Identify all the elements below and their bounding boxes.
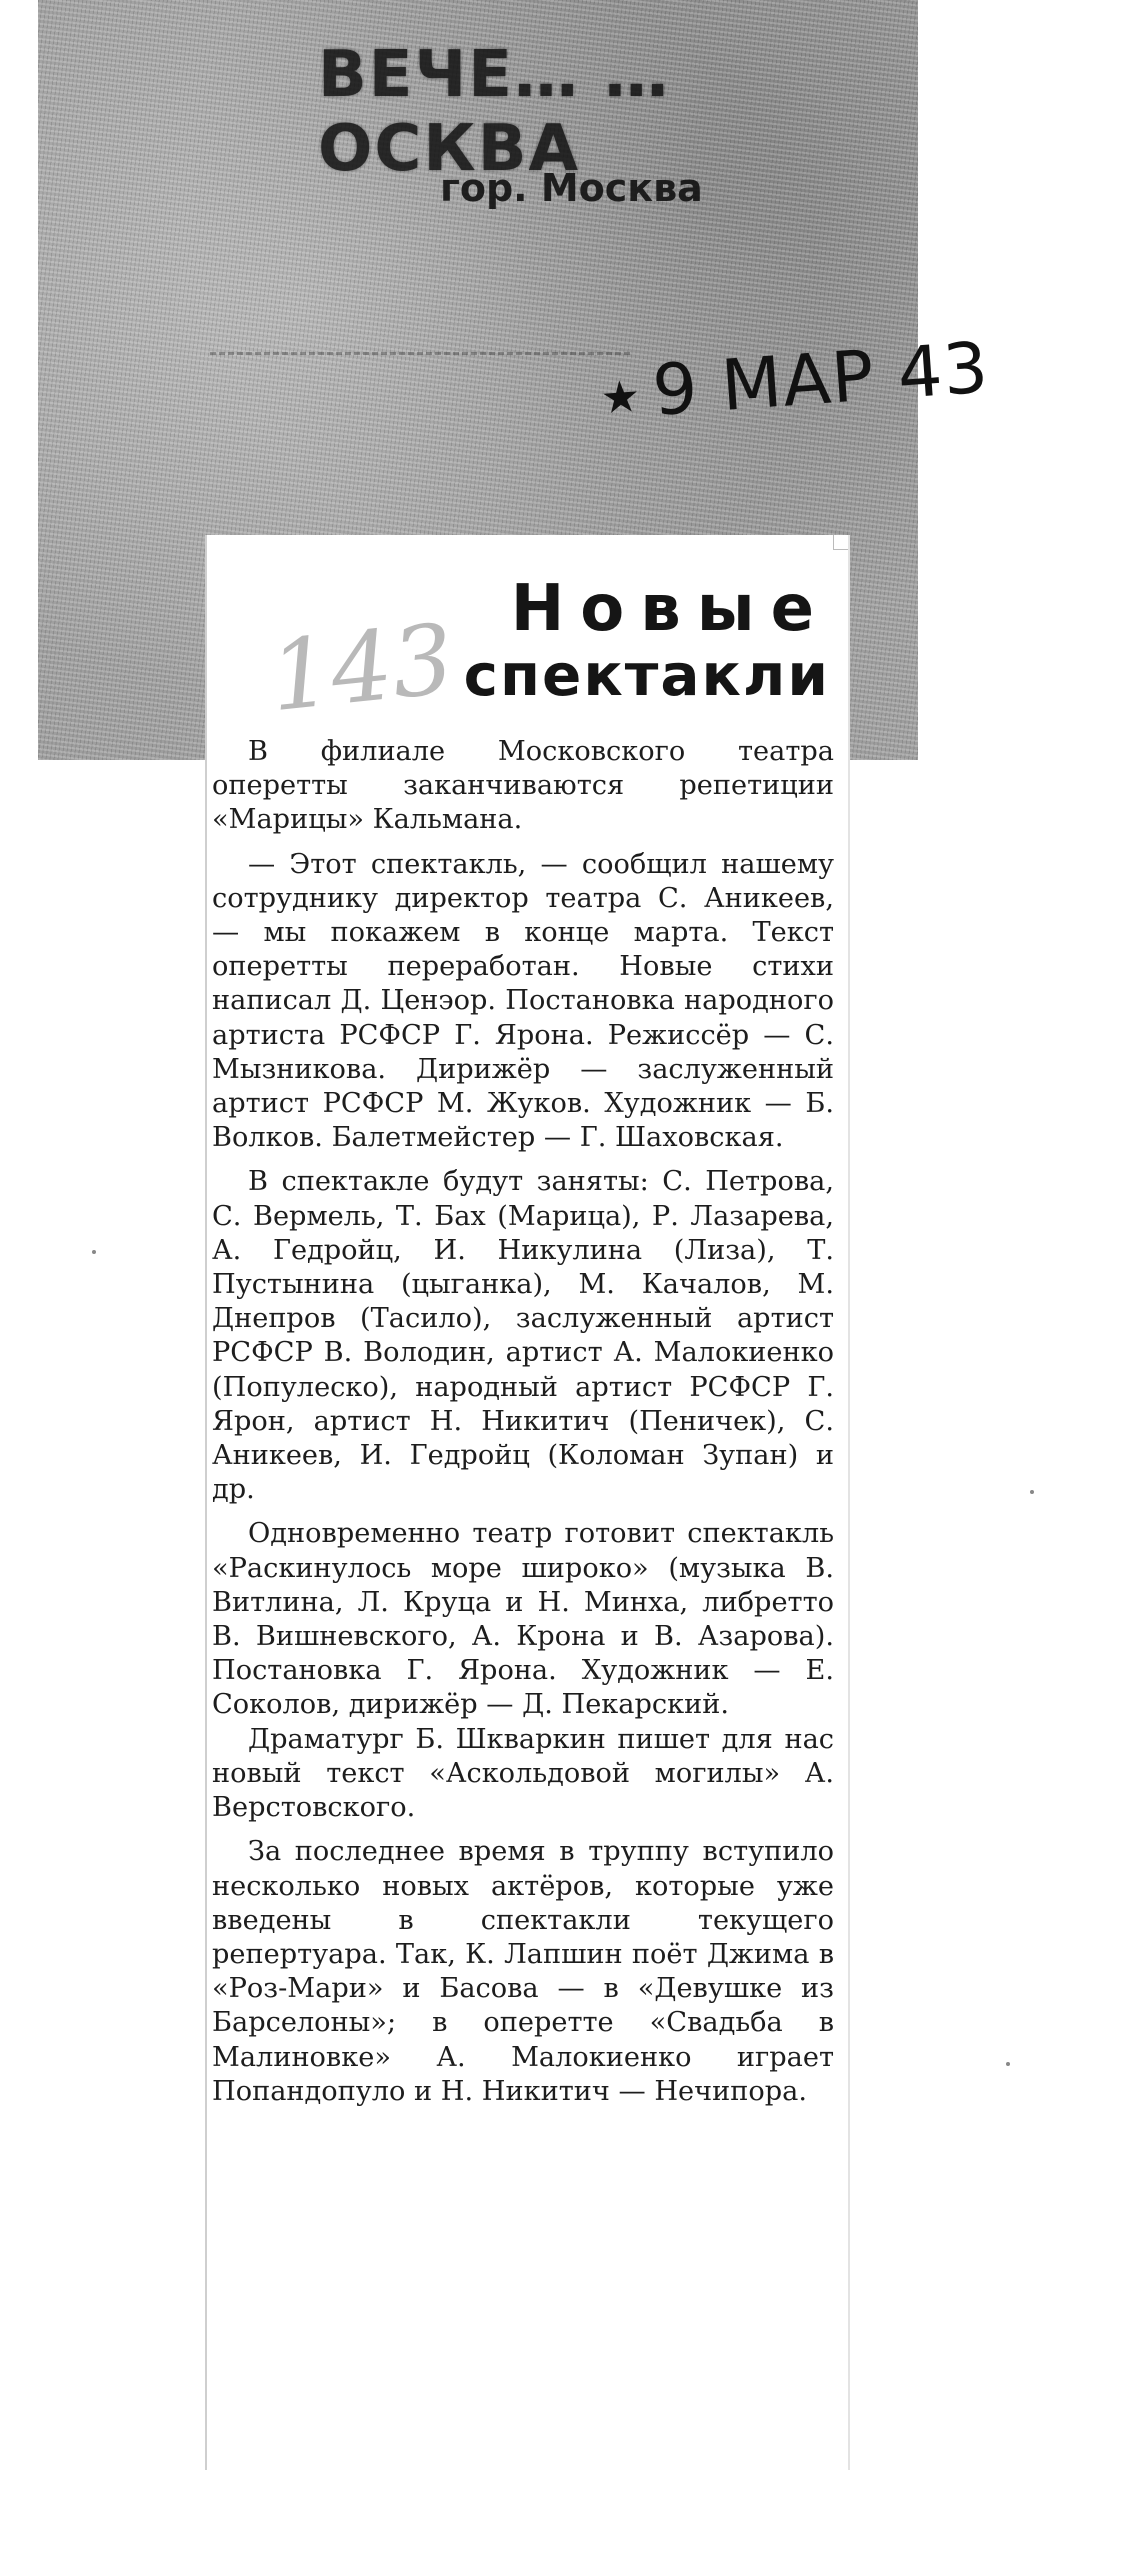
article-title-line1: Новые [510, 572, 830, 646]
star-icon: ★ [599, 371, 643, 425]
article-title [270, 572, 830, 710]
scan-speck [92, 1250, 96, 1254]
city-label: гор. Москва [440, 166, 703, 210]
article-title-line2: спектакли [463, 641, 830, 710]
newspaper-masthead: ВЕЧЕ… …ОСКВА [318, 38, 671, 186]
article-paragraph: В филиале Московского театра оперетты заканчиваются репетиции «Марицы» Кальмана. [212, 736, 834, 836]
article-paragraph: В спектакле будут заняты: С. Петрова, С. Вермель, Т. Бах (Марица), Р. Лазарева, А. Гедройц, И. Никулина (Лиза), Т. Пустынина (цыганка), М. Качалов, М. Днепров (Тасило), заслуженный артист РСФСР В. Володин, артист А. Малокиенко (Популеско), народный артист РСФСР Г. Ярон, артист Н. Никитич (Пеничек), С. Аникеев, И. Гедройц (Коломан Зупан) и др. [212, 1166, 834, 1506]
date-stamp-text: 9 МАР 43 [649, 326, 992, 432]
handwritten-number: 143 [264, 602, 459, 734]
scan-speck [1030, 1490, 1034, 1494]
clipping-corner [833, 535, 848, 550]
faint-stamp-line [210, 322, 630, 355]
article-paragraph: — Этот спектакль, — сообщил нашему сотруднику директор театра С. Аникеев, — мы покажем в конце марта. Текст оперетты переработан. Новые стихи написал Д. Ценэор. Постановка народного артиста РСФСР Г. Ярона. Режиссёр — С. Мызникова. Дирижёр — заслуженный артист РСФСР М. Жуков. Художник — Б. Волков. Балетмейстер — Г. Шаховская. [212, 848, 834, 1154]
article-paragraph: Драматург Б. Шкваркин пишет для нас новый текст «Аскольдовой могилы» А. Верстовского. [212, 1723, 834, 1824]
article-paragraph: Одновременно театр готовит спектакль «Раскинулось море широко» (музыка В. Витлина, Л. Круца и Н. Минха, либретто В. Вишневского, А. Крона и В. Азарова). Постановка Г. Ярона. Художник — Е. Соколов, дирижёр — Д. Пекарский. [212, 1518, 834, 1721]
article-body [212, 735, 834, 2119]
scan-speck [1006, 2062, 1010, 2066]
article-paragraph: За последнее время в труппу вступило несколько новых актёров, которые уже введены в спектакли текущего репертуара. Так, К. Лапшин поёт Джима в «Роз-Мари» и Басова — в «Девушке из Барселоны»; в оперетте «Свадьба в Малиновке» А. Малокиенко играет Попандопуло и Н. Никитич — Нечипора. [212, 1836, 834, 2107]
